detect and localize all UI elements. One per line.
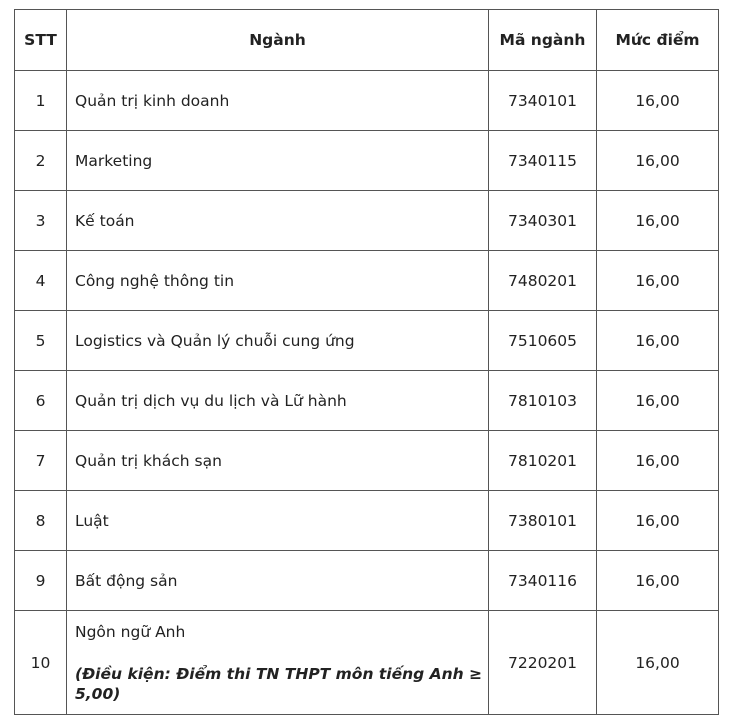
cell-stt: 5 [15, 311, 67, 371]
cell-nganh: Quản trị khách sạn [67, 431, 489, 491]
cell-ma-nganh: 7380101 [489, 491, 597, 551]
cell-muc-diem: 16,00 [597, 251, 719, 311]
cell-nganh: Kế toán [67, 191, 489, 251]
table-row [15, 131, 719, 191]
cell-muc-diem: 16,00 [597, 71, 719, 131]
cell-muc-diem: 16,00 [597, 551, 719, 611]
cell-ma-nganh: 7810103 [489, 371, 597, 431]
cell-nganh: Luật [67, 491, 489, 551]
cell-nganh: Công nghệ thông tin [67, 251, 489, 311]
condition-note: (Điều kiện: Điểm thi TN THPT môn tiếng Anh ≥ 5,00) [75, 664, 483, 703]
header-nganh: Ngành [67, 10, 489, 71]
cell-nganh-with-condition [67, 611, 489, 715]
cell-stt: 3 [15, 191, 67, 251]
table-row [15, 611, 719, 715]
cell-stt: 1 [15, 71, 67, 131]
cell-muc-diem: 16,00 [597, 371, 719, 431]
cell-ma-nganh: 7480201 [489, 251, 597, 311]
table-row [15, 311, 719, 371]
cell-nganh: Logistics và Quản lý chuỗi cung ứng [67, 311, 489, 371]
table-header-row [15, 10, 719, 71]
table-row [15, 71, 719, 131]
cell-nganh: Quản trị kinh doanh [67, 71, 489, 131]
cell-stt: 10 [15, 611, 67, 715]
cell-stt: 2 [15, 131, 67, 191]
cell-nganh: Bất động sản [67, 551, 489, 611]
cell-stt: 9 [15, 551, 67, 611]
cell-ma-nganh: 7340115 [489, 131, 597, 191]
cell-nganh: Quản trị dịch vụ du lịch và Lữ hành [67, 371, 489, 431]
cell-stt: 8 [15, 491, 67, 551]
cell-ma-nganh: 7340116 [489, 551, 597, 611]
header-stt: STT [15, 10, 67, 71]
cell-ma-nganh: 7510605 [489, 311, 597, 371]
cell-muc-diem: 16,00 [597, 491, 719, 551]
cell-ma-nganh: 7810201 [489, 431, 597, 491]
cell-ma-nganh: 7220201 [489, 611, 597, 715]
admission-score-table [14, 9, 719, 715]
cell-muc-diem: 16,00 [597, 611, 719, 715]
table-row [15, 251, 719, 311]
cell-ma-nganh: 7340101 [489, 71, 597, 131]
header-muc-diem: Mức điểm [597, 10, 719, 71]
cell-muc-diem: 16,00 [597, 191, 719, 251]
cell-nganh: Ngôn ngữ Anh [75, 622, 186, 641]
header-ma-nganh: Mã ngành [489, 10, 597, 71]
table-row [15, 191, 719, 251]
table-row [15, 431, 719, 491]
cell-stt: 6 [15, 371, 67, 431]
cell-muc-diem: 16,00 [597, 131, 719, 191]
table-row [15, 491, 719, 551]
table-row [15, 551, 719, 611]
cell-stt: 7 [15, 431, 67, 491]
cell-ma-nganh: 7340301 [489, 191, 597, 251]
cell-muc-diem: 16,00 [597, 311, 719, 371]
table-row [15, 371, 719, 431]
cell-muc-diem: 16,00 [597, 431, 719, 491]
admission-score-table-container [14, 9, 718, 715]
cell-nganh: Marketing [67, 131, 489, 191]
cell-stt: 4 [15, 251, 67, 311]
